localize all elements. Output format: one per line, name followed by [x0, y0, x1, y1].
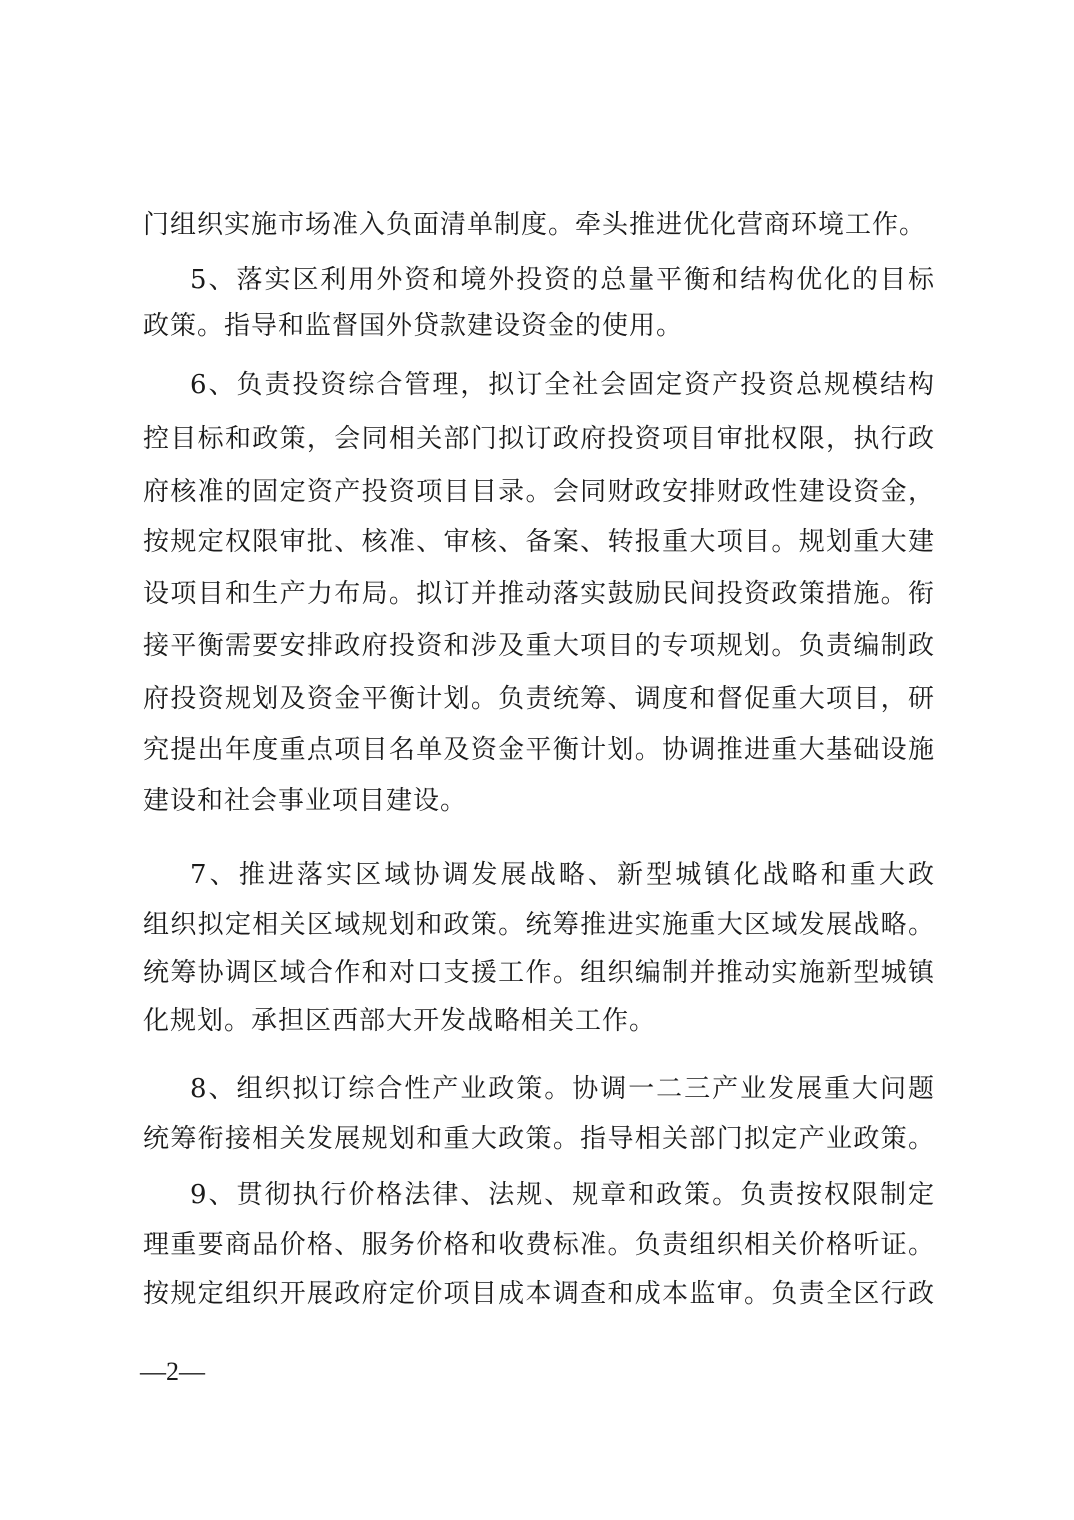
- text-line: 理重要商品价格、服务价格和收费标准。负责组织相关价格听证。: [143, 1230, 935, 1260]
- text-line: 究提出年度重点项目名单及资金平衡计划。协调推进重大基础设施: [143, 735, 935, 765]
- text-line: 8、组织拟订综合性产业政策。协调一二三产业发展重大问题: [190, 1074, 935, 1104]
- text-line: 统筹协调区域合作和对口支援工作。组织编制并推动实施新型城镇: [143, 958, 935, 988]
- text-line: 接平衡需要安排政府投资和涉及重大项目的专项规划。负责编制政: [143, 631, 935, 661]
- text-line: 化规划。承担区西部大开发战略相关工作。: [143, 1006, 657, 1036]
- text-line: 门组织实施市场准入负面清单制度。牵头推进优化营商环境工作。: [143, 210, 927, 240]
- text-line: 7、推进落实区域协调发展战略、新型城镇化战略和重大政: [190, 860, 935, 890]
- text-line: 5、落实区利用外资和境外投资的总量平衡和结构优化的目标: [190, 265, 935, 295]
- text-line: 控目标和政策，会同相关部门拟订政府投资项目审批权限，执行政: [143, 424, 935, 454]
- text-line: 统筹衔接相关发展规划和重大政策。指导相关部门拟定产业政策。: [143, 1124, 935, 1154]
- text-line: 6、负责投资综合管理，拟订全社会固定资产投资总规模结构: [190, 370, 935, 400]
- text-line: 9、贯彻执行价格法律、法规、规章和政策。负责按权限制定: [190, 1180, 935, 1210]
- text-line: 组织拟定相关区域规划和政策。统筹推进实施重大区域发展战略。: [143, 910, 935, 940]
- text-line: 府核准的固定资产投资项目目录。会同财政安排财政性建设资金，: [143, 477, 935, 507]
- text-line: 建设和社会事业项目建设。: [143, 786, 468, 816]
- text-line: 府投资规划及资金平衡计划。负责统筹、调度和督促重大项目，研: [143, 684, 935, 714]
- page-number: —2—: [140, 1357, 205, 1386]
- text-line: 设项目和生产力布局。拟订并推动落实鼓励民间投资政策措施。衔: [143, 579, 935, 609]
- text-line: 按规定权限审批、核准、审核、备案、转报重大项目。规划重大建: [143, 527, 935, 557]
- text-line: 按规定组织开展政府定价项目成本调查和成本监审。负责全区行政: [143, 1279, 935, 1309]
- text-line: 政策。指导和监督国外贷款建设资金的使用。: [143, 311, 684, 341]
